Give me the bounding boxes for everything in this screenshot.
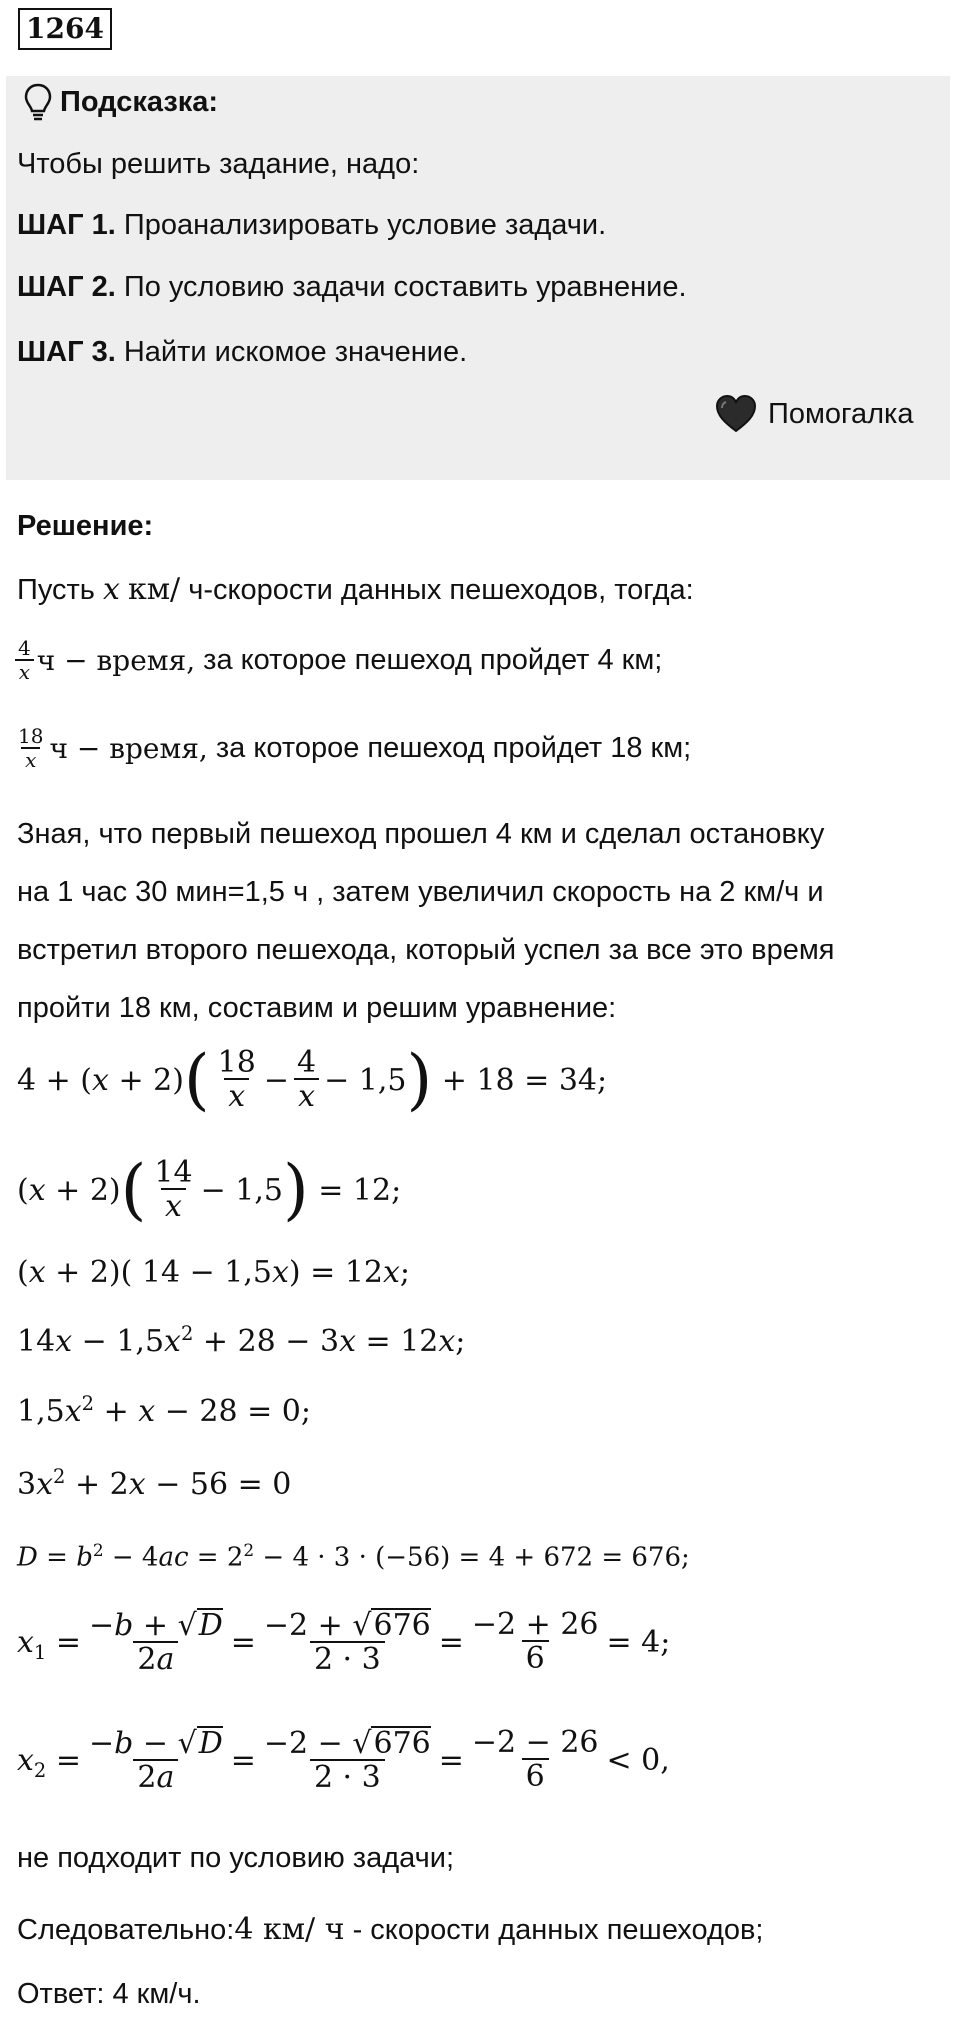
hint-step-2 [17, 271, 687, 304]
equation-6: $3x^2 + 2x - 56 = 0$ [17, 1465, 292, 1502]
let-line: Пусть x км/ ч-скорости данных пешеходов, тогда: [17, 572, 694, 607]
heart-icon [714, 394, 758, 434]
task-number: 1264 [18, 8, 112, 50]
step-label: ШАГ 3. [17, 336, 116, 368]
step-label: ШАГ 2. [17, 271, 116, 303]
answer: Ответ: 4 км/ч. [17, 1978, 201, 2010]
helper-label: Помогалка [768, 397, 914, 430]
paragraph-line: на 1 час 30 мин=1,5 ч , затем увеличил скорость на 2 км/ч и [17, 876, 824, 908]
paragraph-line: пройти 18 км, составим и решим уравнение: [17, 992, 617, 1024]
root-x2: x $_2$ = $\frac{-b - √D}{2a}$ = $\frac{-2 - √676}{2 \cdot 3}$ = $\frac{-2 - 26}{6}$ < 0, [17, 1724, 670, 1796]
hint-step-1 [17, 209, 606, 242]
solution-title: Решение: [17, 510, 154, 542]
hint-title: Подсказка: [60, 86, 219, 118]
time-line-2: $\frac{18}{x}$ ч − время, за которое пешеход пройдет 18 км; [18, 724, 692, 772]
discriminant: $D = b^2 - 4ac = 2^2 - 4 \cdot 3 \cdot (-56) = 4 + 672 = 676$; [17, 1540, 690, 1573]
equation-2: ( x + 2) ( $\frac{14}{x}$ − 1,5 ) = 12; [17, 1151, 402, 1228]
root-x1: x $_1$ = $\frac{-b + √D}{2a}$ = $\frac{-2 + √676}{2 \cdot 3}$ = $\frac{-2 + 26}{6}$ = 4; [17, 1606, 671, 1678]
step-text: Найти искомое значение. [123, 336, 468, 368]
hint-box [6, 76, 950, 480]
equation-5: $1,5x^2 + x - 28 = 0$; [17, 1392, 311, 1429]
hint-intro: Чтобы решить задание, надо: [17, 148, 420, 180]
paragraph-line: Зная, что первый пешеход прошел 4 км и сделал остановку [17, 818, 825, 850]
helper-button[interactable] [714, 394, 913, 434]
step-text: Проанализировать условие задачи. [123, 209, 607, 241]
conclusion: Следовательно:4 км/ ч - скорости данных пешеходов; [17, 1912, 764, 1947]
equation-4: $14x - 1,5x^2 + 28 - 3x = 12x$; [17, 1322, 466, 1359]
lightbulb-icon [22, 82, 54, 124]
hint-step-3 [17, 336, 467, 369]
paragraph-line: встретил второго пешехода, который успел за все это время [17, 934, 835, 966]
step-label: ШАГ 1. [17, 209, 116, 241]
equation-1: 4 + ( x + 2) ( $\frac{18}{x}$ − $\frac{4}{x}$ − 1,5 ) + 18 = 34; [17, 1041, 608, 1118]
equation-3: (x + 2)( 14 − 1,5x) = 12x; [17, 1255, 411, 1290]
step-text: По условию задачи составить уравнение. [123, 271, 687, 303]
reject-line: не подходит по условию задачи; [17, 1842, 454, 1874]
time-line-1: $\frac{4}{x}$ ч − время, за которое пешеход пройдет 4 км; [14, 638, 662, 683]
